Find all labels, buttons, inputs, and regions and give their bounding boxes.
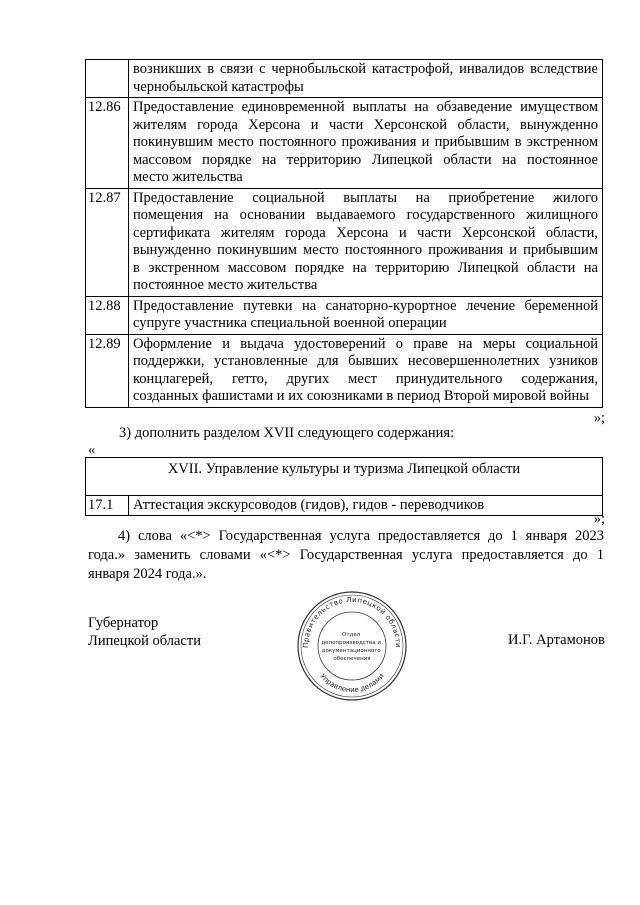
- row-text-line: поддержки, установленные для бывших несовершеннолетних узников: [133, 353, 598, 369]
- seal-center-line-2: делопроизводства и: [321, 640, 381, 646]
- row-text: [129, 60, 603, 98]
- row-text: Аттестация экскурсоводов (гидов), гидов - переводчиков: [129, 495, 603, 516]
- row-text-line: возникших в связи с чернобыльской катастрофой, инвалидов вследствие: [133, 61, 598, 77]
- table-row: [86, 188, 603, 296]
- table-row: [86, 495, 603, 516]
- row-number: 12.87: [86, 188, 129, 296]
- row-text-line: покинувшим место постоянного проживания и прибывшим в экстренном: [133, 134, 598, 150]
- closing-quote-2: »;: [593, 511, 605, 527]
- table-row: [86, 296, 603, 334]
- table-row: [86, 60, 603, 98]
- opening-quote: «: [88, 442, 96, 458]
- section-heading-row: [86, 458, 603, 496]
- row-text-line: в экстренном массовом порядке на территорию Липецкой области на: [133, 259, 598, 276]
- row-number: [86, 60, 129, 98]
- svg-text:Отдел делопроизводства и: [321, 632, 382, 662]
- row-text-line: Предоставление социальной выплаты на приобретение жилого: [133, 189, 598, 206]
- row-number: 12.89: [86, 334, 129, 407]
- section-xvii-table: [85, 457, 603, 516]
- paragraph-3: 3) дополнить разделом XVII следующего содержания:: [119, 425, 455, 441]
- svg-text:Управление делами: [318, 672, 385, 694]
- seal-center-line-3: документационного: [321, 648, 381, 654]
- signatory-name: И.Г. Артамонов: [508, 632, 605, 648]
- row-text-line: созданных фашистами и их союзниками в период Второй мировой войны: [133, 388, 589, 404]
- row-text-line: помещения на основании выдаваемого государственного жилищного: [133, 207, 598, 223]
- row-text-line: концлагерей, гетто, других мест принудительного содержания,: [133, 370, 598, 387]
- row-text-line: жителям города Херсона и части Херсонской области, вынужденно: [133, 116, 598, 133]
- row-text-line: место жительства: [133, 169, 243, 185]
- row-text: [129, 296, 603, 334]
- table-row: [86, 334, 603, 407]
- seal-center-line-1: Отдел: [342, 632, 361, 638]
- row-number: 17.1: [86, 495, 129, 516]
- signatory-title-line2: Липецкой области: [88, 633, 201, 649]
- row-text-line: чернобыльской катастрофы: [133, 78, 304, 95]
- row-number: 12.86: [86, 98, 129, 189]
- row-text: [129, 334, 603, 407]
- seal-outer-top: Правительство Липецкой области: [301, 595, 403, 649]
- row-text-line: супруге участника специальной военной операции: [133, 315, 447, 331]
- table-row: [86, 98, 603, 189]
- seal-outer-bottom: Управление делами: [318, 672, 386, 695]
- closing-quote: »;: [593, 410, 605, 426]
- row-number: 12.88: [86, 296, 129, 334]
- paragraph-4: 4) слова «<*> Государственная услуга предоставляется до 1 января 2023 года.» заменить словами «<*> Государственная услуга предоставляется до 1 января 2024 года.».: [88, 528, 604, 582]
- row-text-line: вынужденно покинувшим место постоянного проживания и прибывшим: [133, 242, 598, 258]
- row-text-line: Предоставление путевки на санаторно-курортное лечение беременной: [133, 297, 598, 314]
- seal-center-line-4: обеспечения: [333, 656, 371, 662]
- section-heading: XVII. Управление культуры и туризма Липецкой области: [86, 458, 603, 496]
- row-text-line: Предоставление единовременной выплаты на обзаведение имуществом: [133, 99, 598, 115]
- signatory-title-line1: Губернатор: [88, 615, 159, 631]
- signatory-title: [88, 614, 201, 650]
- row-text-line: постоянное место жительства: [133, 277, 318, 293]
- official-seal-stamp: [296, 590, 408, 702]
- row-text-line: Оформление и выдача удостоверений о праве на меры социальной: [133, 335, 598, 352]
- row-text-line: массовом порядке на территорию Липецкой области на постоянное: [133, 151, 598, 168]
- row-text: [129, 98, 603, 189]
- row-text: [129, 188, 603, 296]
- row-text-line: сертификата жителям города Херсона и части Херсонской области,: [133, 224, 598, 241]
- services-table: [85, 59, 603, 408]
